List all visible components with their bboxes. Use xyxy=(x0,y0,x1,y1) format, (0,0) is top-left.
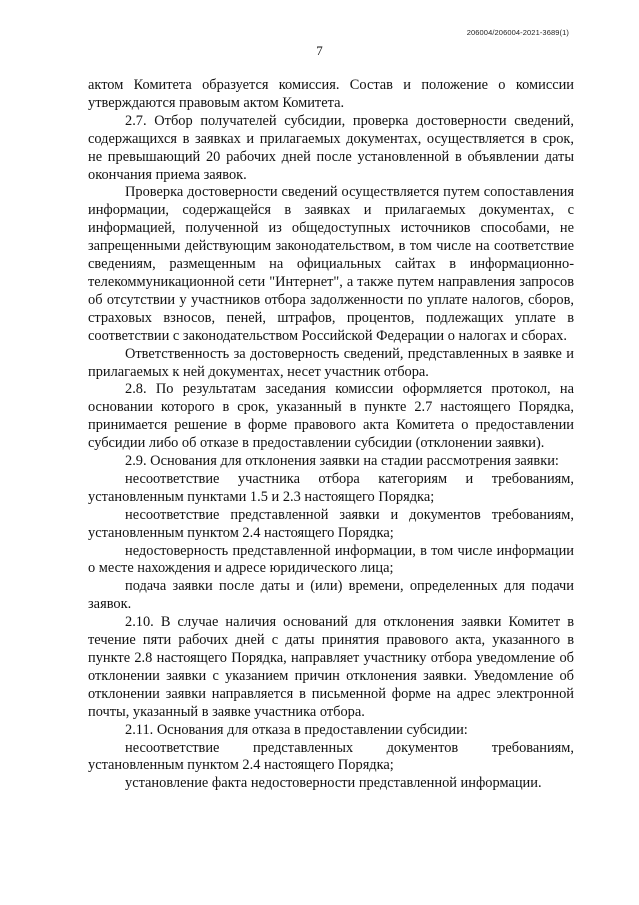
page-number: 7 xyxy=(316,43,323,58)
list-item: несоответствие участника отбора категориям и требованиям, установленным пунктами 1.5 и 2.3 настоящего Порядка; xyxy=(88,470,574,505)
paragraph: актом Комитета образуется комиссия. Состав и положение о комиссии утверждаются правовым актом Комитета. xyxy=(88,77,574,111)
paragraph-2-10: 2.10. В случае наличия оснований для отклонения заявки Комитет в течение пяти рабочих дней с даты принятия правового акта, указанного в пункте 2.8 настоящего Порядка, направляет участнику отбора уведомление об отклонении заявки с указанием причин отклонения заявки. Уведомление об отклонении заявки направляется в письменной форме на адрес электронной почты, указанный в заявке участника отбора. xyxy=(88,614,574,720)
paragraph-2-7: 2.7. Отбор получателей субсидии, проверка достоверности сведений, содержащихся в заявках и прилагаемых документах, осуществляется в срок, не превышающий 20 рабочих дней после установленной в объявлении даты окончания приема заявок. xyxy=(88,112,574,183)
document-body xyxy=(88,77,574,793)
document-id: 206004/206004-2021-3689(1) xyxy=(466,28,569,37)
paragraph: Ответственность за достоверность сведений, представленных в заявке и прилагаемых к ней документах, несет участник отбора. xyxy=(88,345,574,380)
list-item: несоответствие представленных документов требованиям, установленным пунктом 2.4 настоящего Порядка; xyxy=(88,739,574,774)
paragraph: Проверка достоверности сведений осуществляется путем сопоставления информации, содержащейся в заявках и прилагаемых документах, с информацией, полученной из общедоступных источников способами, не запрещенными действующим законодательством, в том числе на соответствие сведениям, размещенным на официальных сайтах в информационно-телекоммуникационной сети "Интернет", а также путем направления запросов об отсутствии у участников отбора задолженности по уплате налогов, сборов, страховых взносов, пеней, штрафов, процентов, подлежащих уплате в соответствии с законодательством Российской Федерации о налогах и сборах. xyxy=(88,184,574,344)
list-item: несоответствие представленной заявки и документов требованиям, установленным пунктом 2.4 настоящего Порядка; xyxy=(88,506,574,541)
paragraph-2-9: 2.9. Основания для отклонения заявки на стадии рассмотрения заявки: xyxy=(125,453,559,470)
paragraph-2-8: 2.8. По результатам заседания комиссии оформляется протокол, на основании которого в срок, указанный в пункте 2.7 настоящего Порядка, принимается решение в форме правового акта Комитета о предоставлении субсидии либо об отказе в предоставлении субсидии (отклонении заявки). xyxy=(88,381,574,452)
list-item: подача заявки после даты и (или) времени, определенных для подачи заявок. xyxy=(88,578,574,613)
list-item: установление факта недостоверности представленной информации. xyxy=(125,775,542,792)
paragraph-2-11: 2.11. Основания для отказа в предоставлении субсидии: xyxy=(125,721,468,738)
list-item: недостоверность представленной информации, в том числе информации о месте нахождения и адресе юридического лица; xyxy=(88,542,574,577)
